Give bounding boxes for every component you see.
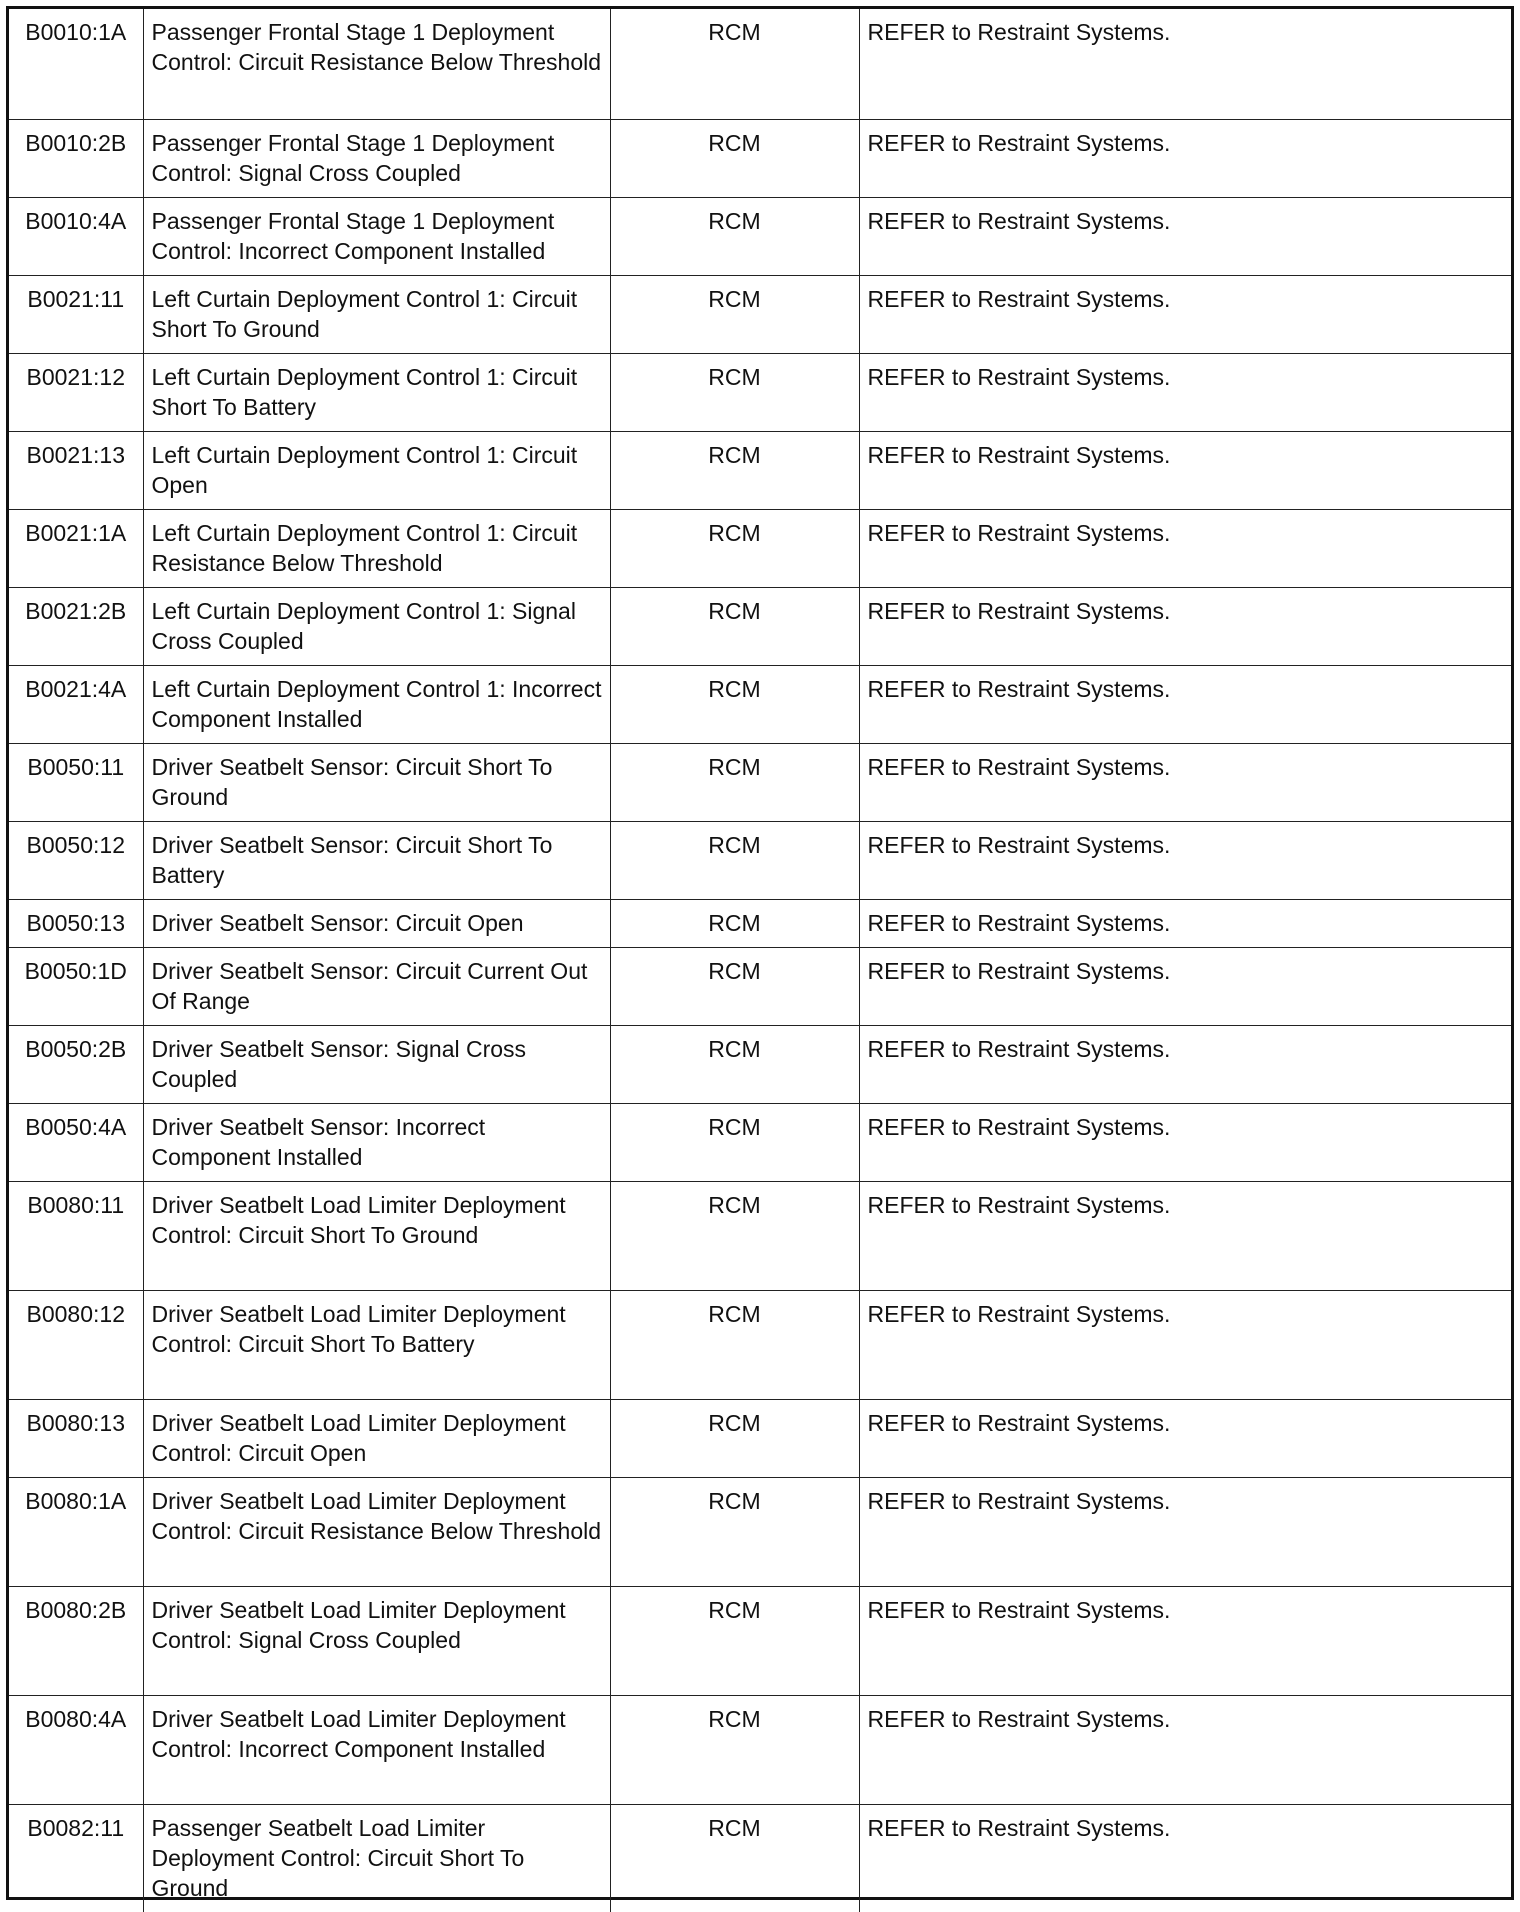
description-cell: Driver Seatbelt Sensor: Circuit Short To Ground xyxy=(143,743,610,821)
description-cell: Driver Seatbelt Load Limiter Deployment Control: Circuit Resistance Below Threshold xyxy=(143,1477,610,1586)
description-cell: Driver Seatbelt Load Limiter Deployment Control: Circuit Short To Ground xyxy=(143,1181,610,1290)
description-cell: Driver Seatbelt Load Limiter Deployment Control: Signal Cross Coupled xyxy=(143,1586,610,1695)
module-cell: RCM xyxy=(610,665,859,743)
dtc-code-cell: B0080:2B xyxy=(9,1586,143,1695)
action-cell: REFER to Restraint Systems. xyxy=(859,1586,1511,1695)
dtc-code-cell: B0050:12 xyxy=(9,821,143,899)
dtc-code-cell: B0082:11 xyxy=(9,1804,143,1912)
action-cell: REFER to Restraint Systems. xyxy=(859,1477,1511,1586)
action-cell: REFER to Restraint Systems. xyxy=(859,899,1511,947)
dtc-table-body xyxy=(9,9,1511,1912)
module-cell: RCM xyxy=(610,1695,859,1804)
action-cell: REFER to Restraint Systems. xyxy=(859,1695,1511,1804)
table-row xyxy=(9,665,1511,743)
module-cell: RCM xyxy=(610,1586,859,1695)
action-cell: REFER to Restraint Systems. xyxy=(859,1804,1511,1912)
table-row xyxy=(9,1103,1511,1181)
dtc-code-cell: B0021:1A xyxy=(9,509,143,587)
dtc-table-page xyxy=(6,6,1514,1900)
action-cell: REFER to Restraint Systems. xyxy=(859,1181,1511,1290)
table-row xyxy=(9,1695,1511,1804)
action-cell: REFER to Restraint Systems. xyxy=(859,275,1511,353)
action-cell: REFER to Restraint Systems. xyxy=(859,743,1511,821)
module-cell: RCM xyxy=(610,743,859,821)
module-cell: RCM xyxy=(610,9,859,119)
module-cell: RCM xyxy=(610,119,859,197)
description-cell: Left Curtain Deployment Control 1: Signal Cross Coupled xyxy=(143,587,610,665)
description-cell: Passenger Seatbelt Load Limiter Deployment Control: Circuit Short To Ground xyxy=(143,1804,610,1912)
module-cell: RCM xyxy=(610,587,859,665)
table-row xyxy=(9,9,1511,119)
module-cell: RCM xyxy=(610,1103,859,1181)
action-cell: REFER to Restraint Systems. xyxy=(859,947,1511,1025)
dtc-code-cell: B0010:2B xyxy=(9,119,143,197)
module-cell: RCM xyxy=(610,1181,859,1290)
dtc-code-cell: B0080:1A xyxy=(9,1477,143,1586)
description-cell: Left Curtain Deployment Control 1: Circuit Resistance Below Threshold xyxy=(143,509,610,587)
module-cell: RCM xyxy=(610,1025,859,1103)
table-row xyxy=(9,743,1511,821)
table-row xyxy=(9,1804,1511,1912)
action-cell: REFER to Restraint Systems. xyxy=(859,509,1511,587)
dtc-code-cell: B0080:12 xyxy=(9,1290,143,1399)
table-row xyxy=(9,353,1511,431)
table-row xyxy=(9,119,1511,197)
description-cell: Driver Seatbelt Load Limiter Deployment Control: Circuit Open xyxy=(143,1399,610,1477)
action-cell: REFER to Restraint Systems. xyxy=(859,353,1511,431)
module-cell: RCM xyxy=(610,275,859,353)
action-cell: REFER to Restraint Systems. xyxy=(859,1103,1511,1181)
description-cell: Driver Seatbelt Sensor: Circuit Current Out Of Range xyxy=(143,947,610,1025)
table-row xyxy=(9,947,1511,1025)
table-row xyxy=(9,275,1511,353)
description-cell: Driver Seatbelt Sensor: Circuit Short To Battery xyxy=(143,821,610,899)
description-cell: Driver Seatbelt Sensor: Circuit Open xyxy=(143,899,610,947)
table-row xyxy=(9,1290,1511,1399)
action-cell: REFER to Restraint Systems. xyxy=(859,197,1511,275)
description-cell: Passenger Frontal Stage 1 Deployment Control: Incorrect Component Installed xyxy=(143,197,610,275)
action-cell: REFER to Restraint Systems. xyxy=(859,1290,1511,1399)
table-row xyxy=(9,197,1511,275)
dtc-code-cell: B0050:1D xyxy=(9,947,143,1025)
description-cell: Left Curtain Deployment Control 1: Incorrect Component Installed xyxy=(143,665,610,743)
action-cell: REFER to Restraint Systems. xyxy=(859,9,1511,119)
dtc-code-cell: B0021:4A xyxy=(9,665,143,743)
table-row xyxy=(9,509,1511,587)
description-cell: Driver Seatbelt Sensor: Incorrect Component Installed xyxy=(143,1103,610,1181)
dtc-table xyxy=(9,9,1511,1912)
module-cell: RCM xyxy=(610,1477,859,1586)
action-cell: REFER to Restraint Systems. xyxy=(859,1399,1511,1477)
dtc-code-cell: B0080:13 xyxy=(9,1399,143,1477)
dtc-code-cell: B0021:12 xyxy=(9,353,143,431)
dtc-code-cell: B0050:13 xyxy=(9,899,143,947)
table-row xyxy=(9,431,1511,509)
dtc-code-cell: B0021:2B xyxy=(9,587,143,665)
dtc-code-cell: B0021:13 xyxy=(9,431,143,509)
table-row xyxy=(9,587,1511,665)
module-cell: RCM xyxy=(610,353,859,431)
table-row xyxy=(9,1477,1511,1586)
module-cell: RCM xyxy=(610,509,859,587)
description-cell: Driver Seatbelt Load Limiter Deployment Control: Incorrect Component Installed xyxy=(143,1695,610,1804)
dtc-code-cell: B0080:4A xyxy=(9,1695,143,1804)
description-cell: Driver Seatbelt Load Limiter Deployment Control: Circuit Short To Battery xyxy=(143,1290,610,1399)
description-cell: Passenger Frontal Stage 1 Deployment Control: Signal Cross Coupled xyxy=(143,119,610,197)
dtc-code-cell: B0050:2B xyxy=(9,1025,143,1103)
action-cell: REFER to Restraint Systems. xyxy=(859,821,1511,899)
module-cell: RCM xyxy=(610,947,859,1025)
module-cell: RCM xyxy=(610,899,859,947)
table-row xyxy=(9,1181,1511,1290)
action-cell: REFER to Restraint Systems. xyxy=(859,119,1511,197)
table-row xyxy=(9,1025,1511,1103)
dtc-code-cell: B0080:11 xyxy=(9,1181,143,1290)
module-cell: RCM xyxy=(610,1290,859,1399)
dtc-code-cell: B0050:4A xyxy=(9,1103,143,1181)
description-cell: Left Curtain Deployment Control 1: Circuit Open xyxy=(143,431,610,509)
description-cell: Passenger Frontal Stage 1 Deployment Control: Circuit Resistance Below Threshold xyxy=(143,9,610,119)
module-cell: RCM xyxy=(610,821,859,899)
table-row xyxy=(9,821,1511,899)
table-row xyxy=(9,899,1511,947)
module-cell: RCM xyxy=(610,197,859,275)
dtc-code-cell: B0010:4A xyxy=(9,197,143,275)
action-cell: REFER to Restraint Systems. xyxy=(859,587,1511,665)
action-cell: REFER to Restraint Systems. xyxy=(859,431,1511,509)
description-cell: Left Curtain Deployment Control 1: Circuit Short To Ground xyxy=(143,275,610,353)
module-cell: RCM xyxy=(610,431,859,509)
table-row xyxy=(9,1399,1511,1477)
dtc-code-cell: B0050:11 xyxy=(9,743,143,821)
action-cell: REFER to Restraint Systems. xyxy=(859,1025,1511,1103)
dtc-code-cell: B0010:1A xyxy=(9,9,143,119)
description-cell: Left Curtain Deployment Control 1: Circuit Short To Battery xyxy=(143,353,610,431)
dtc-code-cell: B0021:11 xyxy=(9,275,143,353)
action-cell: REFER to Restraint Systems. xyxy=(859,665,1511,743)
module-cell: RCM xyxy=(610,1804,859,1912)
table-row xyxy=(9,1586,1511,1695)
description-cell: Driver Seatbelt Sensor: Signal Cross Coupled xyxy=(143,1025,610,1103)
module-cell: RCM xyxy=(610,1399,859,1477)
